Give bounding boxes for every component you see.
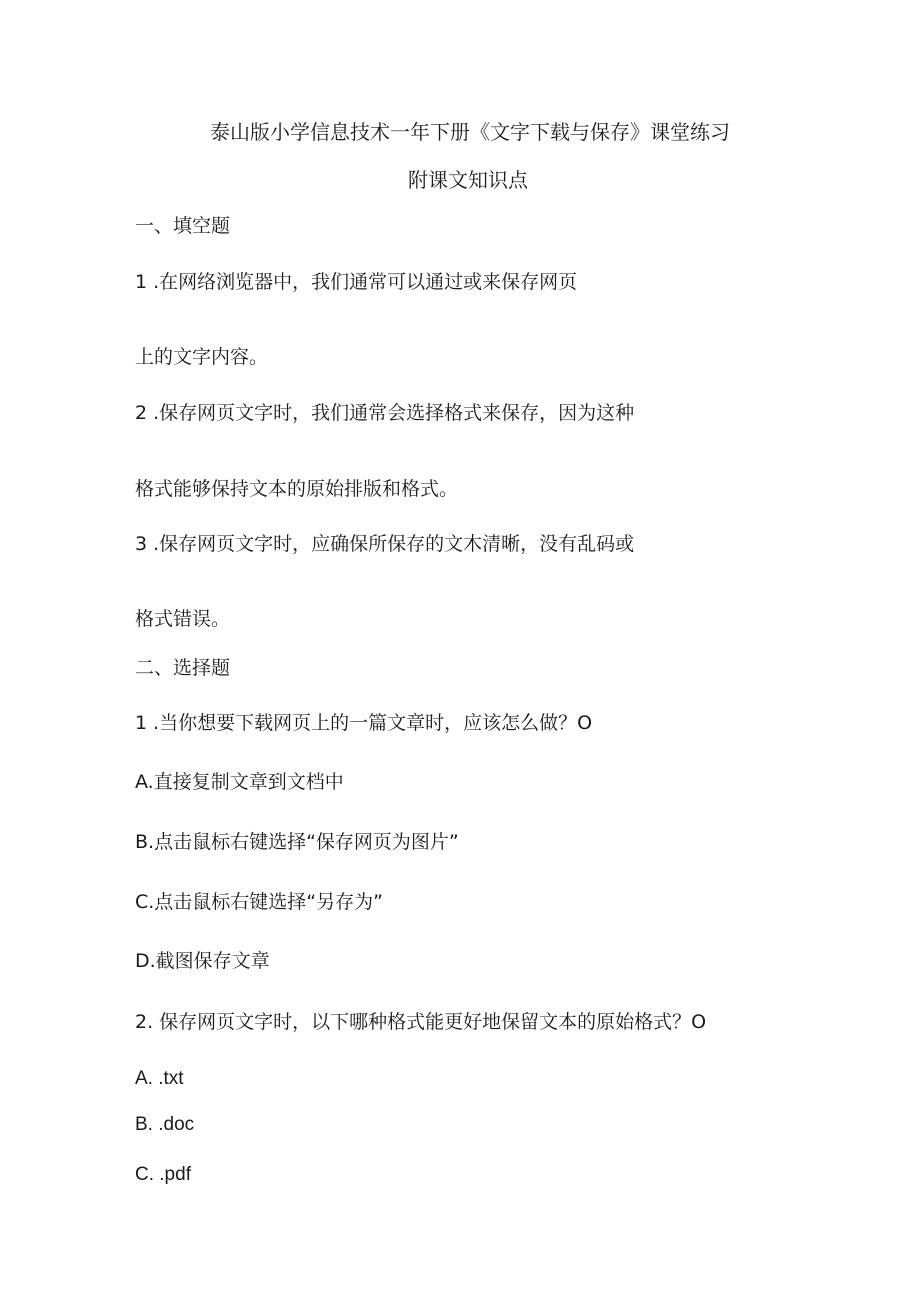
- choice-q2-option-c: C. .pdf: [135, 1164, 191, 1185]
- section-heading-fill-blank: 一、填空题: [135, 215, 231, 237]
- choice-question-2: 2. 保存网页文字时，以下哪种格式能更好地保留文本的原始格式？O: [135, 1011, 707, 1033]
- choice-q1-option-b: B.点击鼠标右键选择“保存网页为图片”: [135, 831, 459, 853]
- choice-q2-option-a: A. .txt: [135, 1068, 184, 1089]
- choice-q2-option-b: B. .doc: [135, 1114, 195, 1135]
- document-title: 泰山版小学信息技术一年下册《文字下载与保存》课堂练习: [210, 120, 730, 144]
- fill-blank-question-1: 1 .在网络浏览器中，我们通常可以通过或来保存网页: [135, 271, 578, 293]
- choice-q1-option-c: C.点击鼠标右键选择“另存为”: [135, 891, 383, 913]
- fill-blank-question-2-continued: 格式能够保持文本的原始排版和格式。: [135, 478, 459, 500]
- choice-q1-option-a: A.直接复制文章到文档中: [135, 771, 344, 793]
- section-heading-multiple-choice: 二、选择题: [135, 657, 231, 679]
- fill-blank-question-3-continued: 格式错误。: [135, 608, 231, 630]
- fill-blank-question-3: 3 .保存网页文字时，应确保所保存的文木清晰，没有乱码或: [135, 533, 635, 555]
- document-subtitle: 附课文知识点: [408, 168, 528, 192]
- choice-question-1: 1 .当你想要下载网页上的一篇文章时，应该怎么做？O: [135, 712, 593, 734]
- fill-blank-question-2: 2 .保存网页文字时，我们通常会选择格式来保存，因为这种: [135, 402, 635, 424]
- choice-q1-option-d: D.截图保存文章: [135, 950, 270, 972]
- fill-blank-question-1-continued: 上的文字内容。: [135, 346, 269, 368]
